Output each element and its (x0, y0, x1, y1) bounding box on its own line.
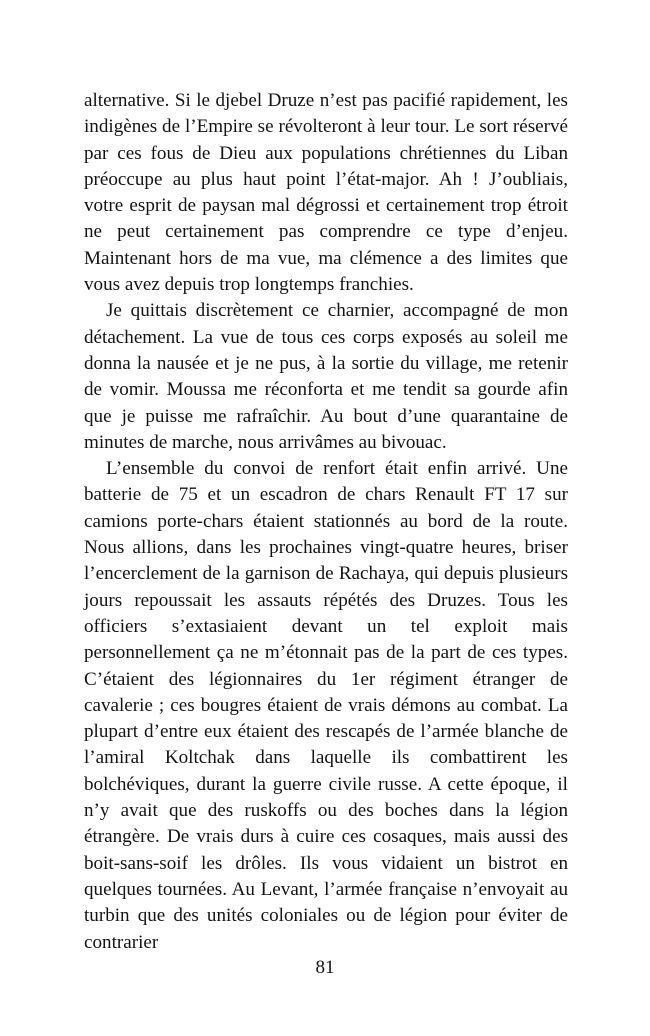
body-text-column (84, 88, 568, 956)
page-number: 81 (315, 957, 335, 978)
paragraph-2: Je quittais discrètement ce charnier, accompagné de mon détachement. La vue de tous ces corps exposés au soleil me donna la nausée et je ne pus, à la sortie du village, me retenir de vomir. Moussa me réconforta et me tendit sa gourde afin que je puisse me rafraîchir. Au bout d’une quarantaine de minutes de marche, nous arrivâmes au bivouac. (84, 300, 568, 453)
paragraph-3: L’ensemble du convoi de renfort était enfin arrivé. Une batterie de 75 et un escadron de chars Renault FT 17 sur camions porte-chars étaient stationnés au bord de la route. Nous allions, dans les prochaines vingt-quatre heures, briser l’encerclement de la garnison de Rachaya, qui depuis plusieurs jours repoussait les assauts répétés des Druzes. Tous les officiers s’extasiaient devant un tel exploit mais personnellement ça ne m’étonnait pas de la part de ces types. C’étaient des légionnaires du 1er régiment étranger de cavalerie ; ces bougres étaient de vrais démons au combat. La plupart d’entre eux étaient des rescapés de l’armée blanche de l’amiral Koltchak dans laquelle ils combattirent les bolchéviques, durant la guerre civile russe. A cette époque, il n’y avait que des ruskoffs ou des boches dans la légion étrangère. De vrais durs à cuire ces cosaques, mais aussi des boit-sans-soif les drôles. Ils vous vidaient un bistrot en quelques tournées. Au Levant, l’armée française n’envoyait au turbin que des unités coloniales ou de légion pour éviter de contrarier (84, 458, 568, 953)
paragraph-1: alternative. Si le djebel Druze n’est pas pacifié rapidement, les indigènes de l’Empire se révolteront à leur tour. Le sort réservé par ces fous de Dieu aux populations chrétiennes du Liban préoccupe au plus haut point l’état-major. Ah ! J’oubliais, votre esprit de paysan mal dégrossi et certainement trop étroit ne peut certainement pas comprendre ce type d’enjeu. Maintenant hors de ma vue, ma clémence a des limites que vous avez depuis trop longtemps franchies. (84, 90, 568, 296)
